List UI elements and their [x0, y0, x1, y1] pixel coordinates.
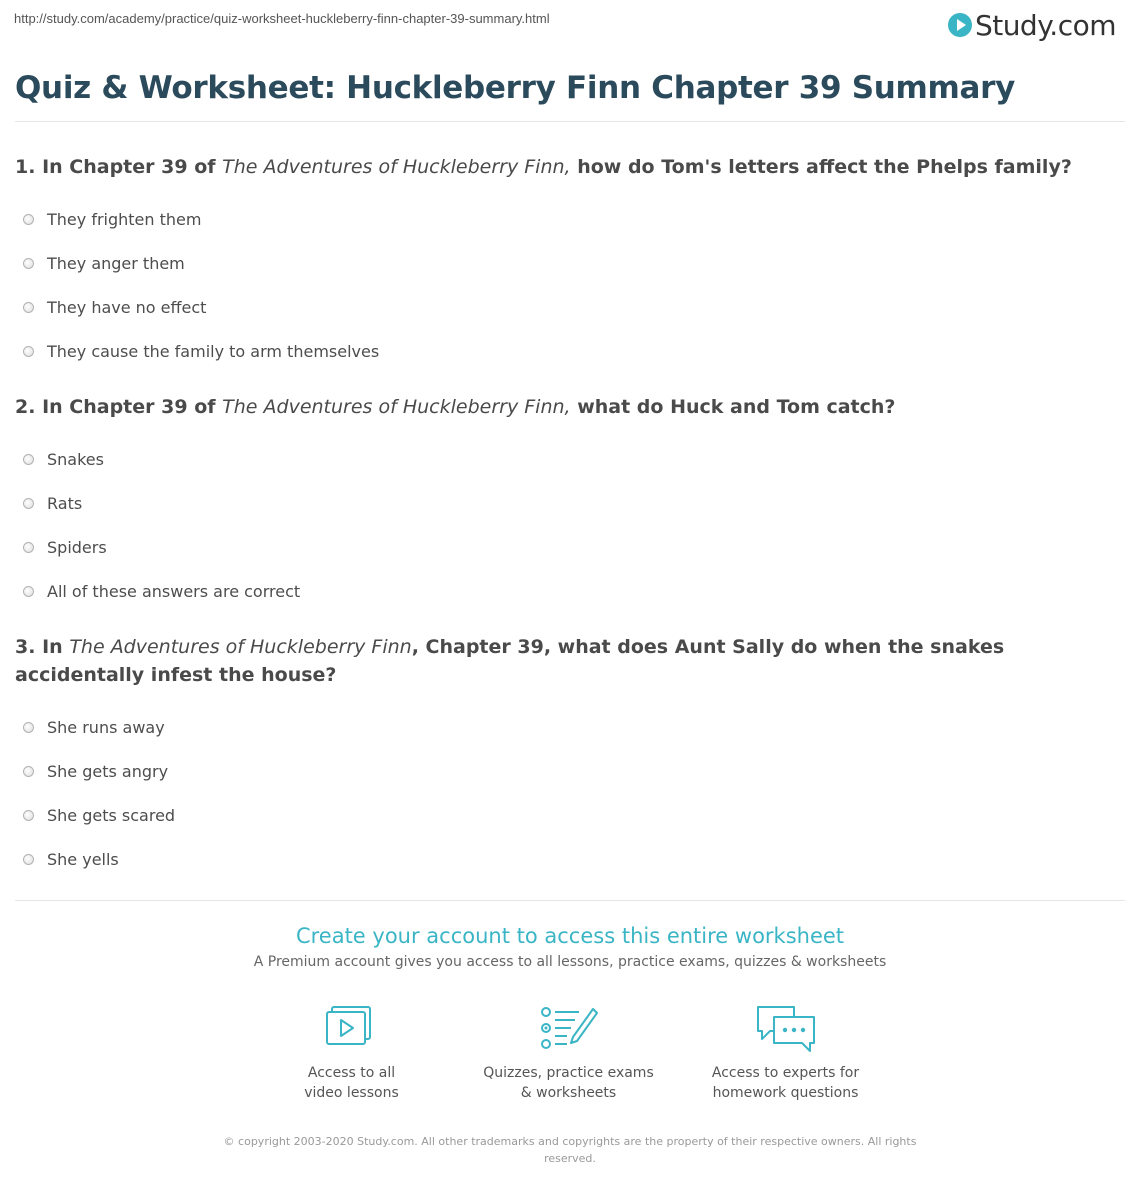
radio-button[interactable] — [23, 302, 34, 313]
question-3 — [15, 633, 1100, 881]
copyright: © copyright 2003-2020 Study.com. All other trademarks and copyrights are the property of their respective owners. All rights reserved. — [223, 1135, 917, 1165]
study-logo[interactable] — [948, 6, 1116, 44]
radio-button[interactable] — [23, 722, 34, 733]
answer-options — [15, 705, 1100, 881]
radio-button[interactable] — [23, 810, 34, 821]
radio-button[interactable] — [23, 454, 34, 465]
answer-options — [15, 437, 1100, 613]
quiz-checklist-icon — [537, 1003, 601, 1055]
answer-option[interactable]: She gets scared — [23, 793, 1100, 837]
feature-experts — [677, 1003, 894, 1103]
answer-option[interactable]: They cause the family to arm themselves — [23, 329, 1100, 373]
radio-button[interactable] — [23, 258, 34, 269]
title-divider — [15, 121, 1125, 122]
feature-label: Access to experts for homework questions — [711, 1065, 860, 1101]
section-divider — [15, 900, 1125, 901]
chat-bubbles-icon — [754, 1003, 818, 1055]
radio-button[interactable] — [23, 854, 34, 865]
radio-button[interactable] — [23, 214, 34, 225]
page-title: Quiz & Worksheet: Huckleberry Finn Chapter 39 Summary — [15, 70, 1016, 106]
answer-options — [15, 197, 1100, 373]
cta-title[interactable]: Create your account to access this entire worksheet — [295, 924, 845, 948]
answer-option[interactable]: They have no effect — [23, 285, 1100, 329]
answer-option[interactable]: She gets angry — [23, 749, 1100, 793]
radio-button[interactable] — [23, 766, 34, 777]
feature-label: Access to all video lessons — [304, 1065, 399, 1101]
question-text: 1. In Chapter 39 of The Adventures of Huckleberry Finn, how do Tom's letters affect the Phelps family? — [15, 156, 1072, 178]
page-url: http://study.com/academy/practice/quiz-worksheet-huckleberry-finn-chapter-39-summary.html — [14, 11, 550, 26]
feature-label: Quizzes, practice exams & worksheets — [483, 1065, 654, 1101]
answer-option[interactable]: Rats — [23, 481, 1100, 525]
logo-text: Study.com — [974, 8, 1116, 42]
question-1 — [15, 153, 1100, 373]
answer-option[interactable]: Spiders — [23, 525, 1100, 569]
cta-subtitle: A Premium account gives you access to all lessons, practice exams, quizzes & worksheets — [253, 954, 887, 970]
answer-option[interactable]: She runs away — [23, 705, 1100, 749]
premium-features — [243, 1003, 894, 1103]
question-text: 3. In The Adventures of Huckleberry Finn, Chapter 39, what does Aunt Sally do when the snakes accidentally infest the house? — [15, 636, 1005, 686]
play-circle-icon — [948, 13, 972, 37]
answer-option[interactable]: They anger them — [23, 241, 1100, 285]
answer-option[interactable]: She yells — [23, 837, 1100, 881]
feature-video-lessons — [243, 1003, 460, 1103]
question-2 — [15, 393, 1100, 613]
answer-option[interactable]: They frighten them — [23, 197, 1100, 241]
answer-option[interactable]: Snakes — [23, 437, 1100, 481]
radio-button[interactable] — [23, 586, 34, 597]
radio-button[interactable] — [23, 346, 34, 357]
video-lessons-icon — [320, 1003, 384, 1055]
question-text: 2. In Chapter 39 of The Adventures of Huckleberry Finn, what do Huck and Tom catch? — [15, 396, 896, 418]
answer-option[interactable]: All of these answers are correct — [23, 569, 1100, 613]
radio-button[interactable] — [23, 542, 34, 553]
radio-button[interactable] — [23, 498, 34, 509]
feature-quizzes — [460, 1003, 677, 1103]
